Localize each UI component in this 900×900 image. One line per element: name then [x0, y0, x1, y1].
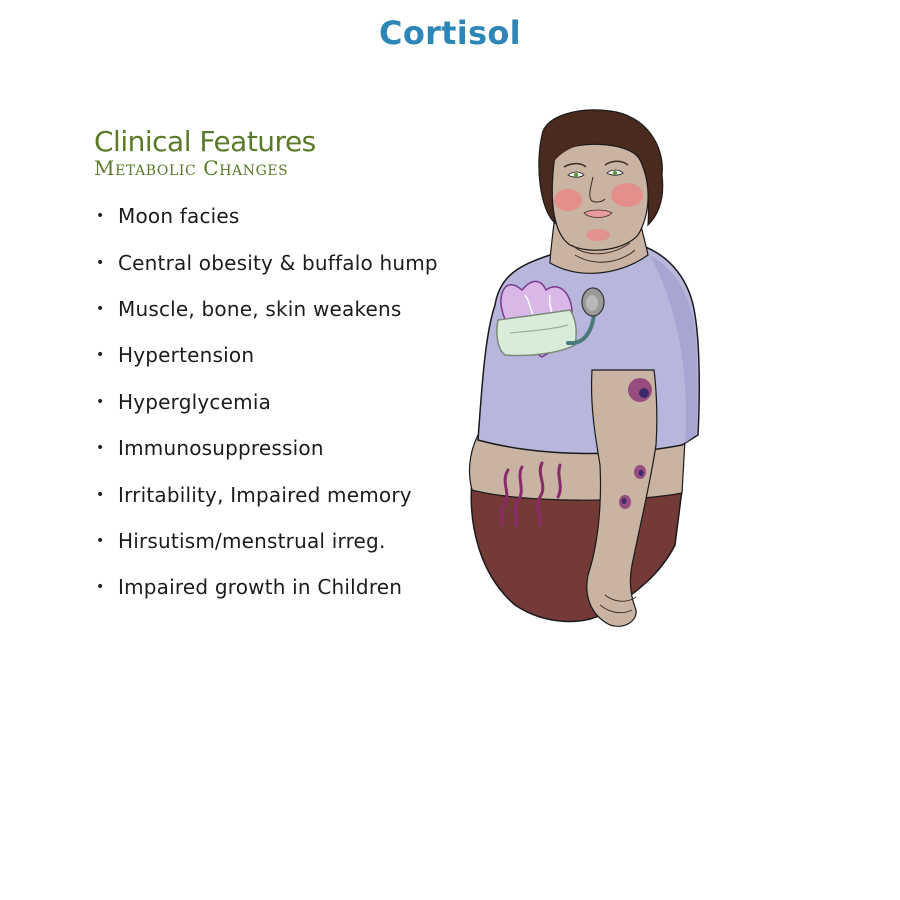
bullet-icon: •	[96, 208, 105, 225]
list-item	[96, 332, 438, 378]
feature-text: Central obesity & buffalo hump	[118, 250, 438, 275]
right-cheek	[611, 183, 643, 207]
bullet-icon: •	[96, 347, 105, 364]
list-item	[96, 518, 438, 564]
clinical-features-list	[96, 193, 438, 611]
list-item	[96, 471, 438, 517]
list-item	[96, 564, 438, 610]
feature-text: Hirsutism/menstrual irreg.	[118, 528, 386, 553]
feature-text: Impaired growth in Children	[118, 575, 403, 600]
bullet-icon: •	[96, 440, 105, 457]
page-title: Cortisol	[379, 14, 521, 52]
left-iris	[574, 173, 578, 177]
pants	[471, 480, 682, 621]
list-item	[96, 379, 438, 425]
feature-text: Muscle, bone, skin weakens	[118, 296, 402, 321]
list-item	[96, 425, 438, 471]
feature-text: Hypertension	[118, 343, 255, 368]
section-subheading: Metabolic Changes	[94, 156, 289, 180]
feature-text: Immunosuppression	[118, 436, 324, 461]
patient-illustration	[460, 105, 710, 635]
list-item	[96, 286, 438, 332]
list-item	[96, 193, 438, 239]
bullet-icon: •	[96, 579, 105, 596]
bullet-icon: •	[96, 532, 105, 549]
feature-text: Hyperglycemia	[118, 389, 272, 414]
feature-text: Irritability, Impaired memory	[118, 482, 412, 507]
left-cheek	[554, 189, 582, 211]
right-iris	[613, 171, 617, 175]
bullet-icon: •	[96, 300, 105, 317]
chin-flush	[586, 229, 610, 241]
list-item	[96, 239, 438, 285]
section-heading: Clinical Features	[94, 125, 316, 158]
bullet-icon: •	[96, 254, 105, 271]
feature-text: Moon facies	[118, 204, 240, 229]
bullet-icon: •	[96, 486, 105, 503]
bullet-icon: •	[96, 393, 105, 410]
